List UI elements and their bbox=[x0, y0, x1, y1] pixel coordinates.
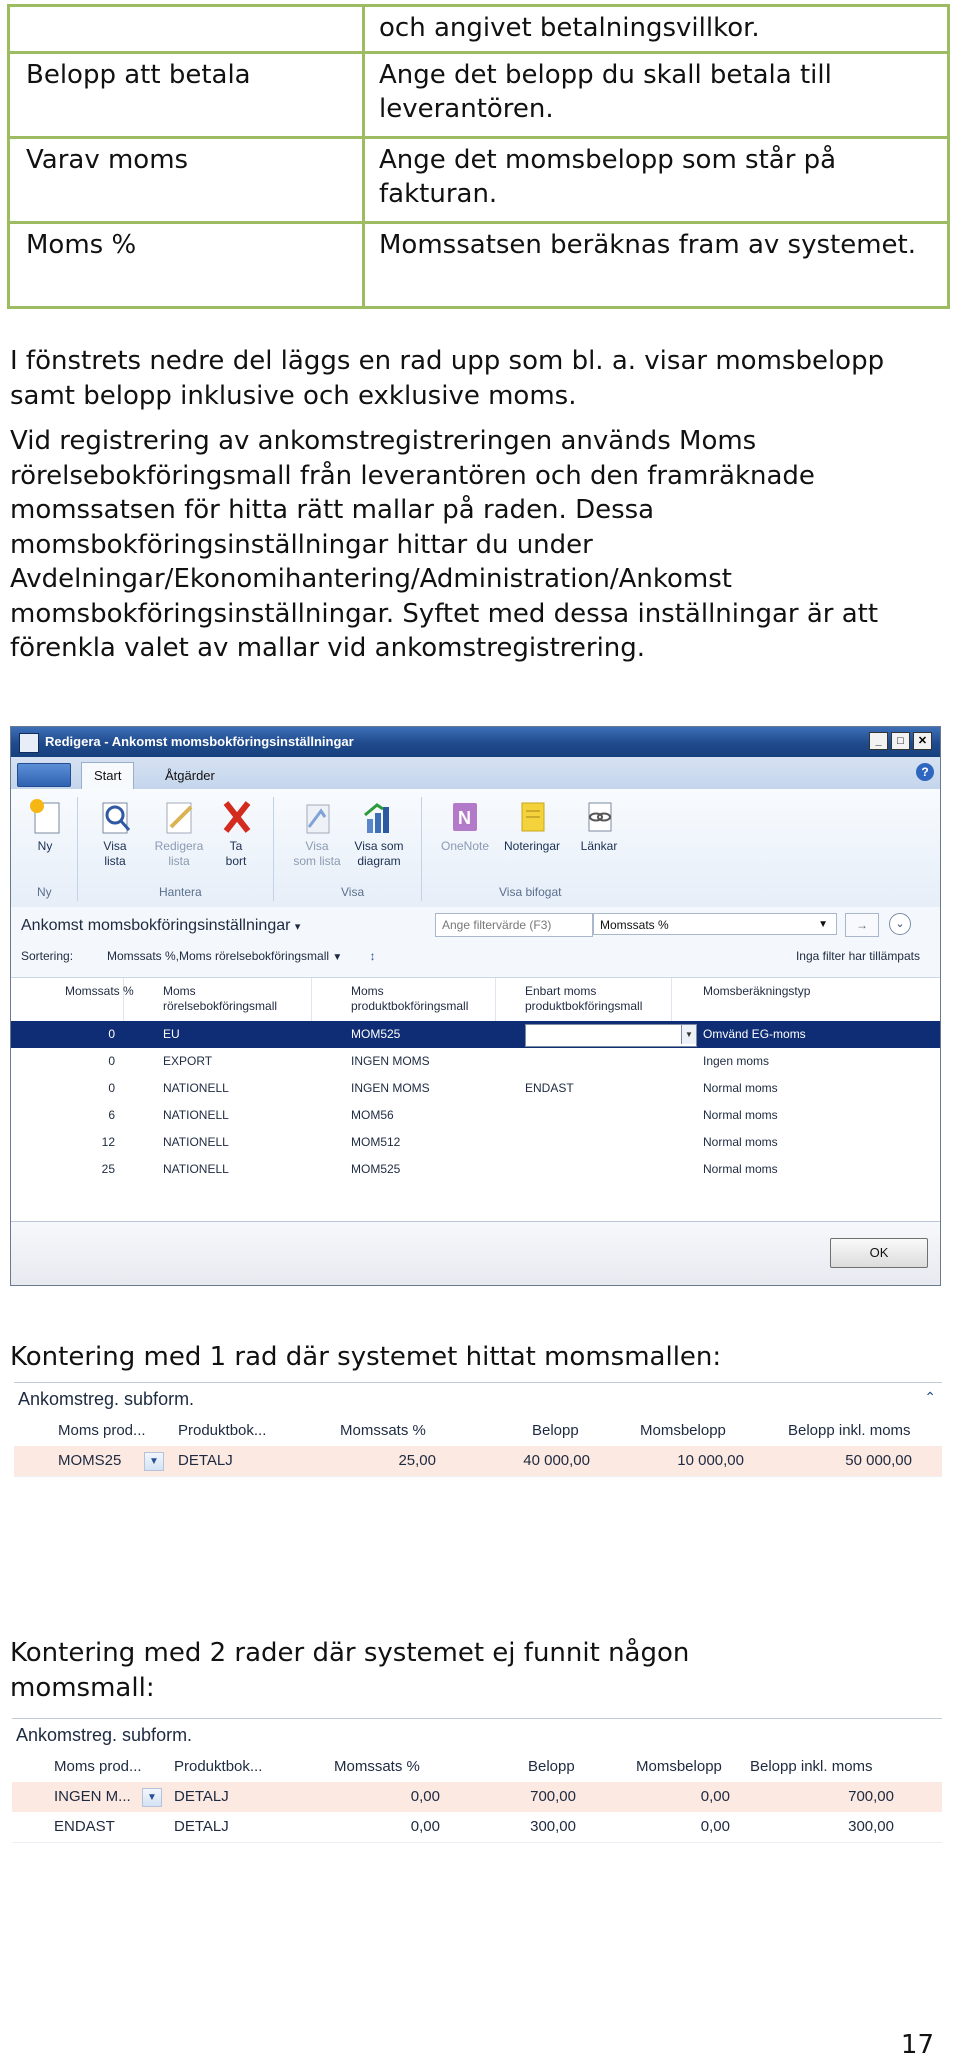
cell-calc-type: Normal moms bbox=[703, 1081, 778, 1095]
app-menu-button[interactable] bbox=[17, 763, 71, 787]
svg-text:N: N bbox=[458, 808, 471, 828]
list-title[interactable] bbox=[21, 917, 300, 935]
column-header-momssats[interactable]: Momssats % bbox=[340, 1422, 426, 1439]
table-row[interactable] bbox=[11, 1075, 940, 1102]
edit-list-label: Redigera lista bbox=[154, 839, 204, 868]
column-header-produktbok[interactable]: Produktbok... bbox=[178, 1422, 267, 1439]
ok-button[interactable]: OK bbox=[830, 1238, 928, 1268]
filter-bar bbox=[11, 907, 940, 977]
links-button[interactable] bbox=[569, 797, 629, 854]
cell-business: EU bbox=[163, 1027, 180, 1041]
subform-two-rows bbox=[12, 1718, 942, 1892]
dropdown-icon[interactable]: ▼ bbox=[681, 1025, 696, 1044]
table-row[interactable] bbox=[12, 1812, 942, 1842]
column-header-momssats[interactable]: Momssats % bbox=[334, 1758, 420, 1775]
definition-description: Ange det belopp du skall betala till leverantören. bbox=[364, 53, 949, 138]
cell-product: INGEN MOMS bbox=[351, 1081, 430, 1095]
filter-value-input[interactable]: Ange filtervärde (F3) bbox=[435, 913, 593, 937]
cell-momsbelopp[interactable]: 0,00 bbox=[700, 1818, 730, 1835]
view-as-list-label: Visa som lista bbox=[293, 839, 341, 868]
view-as-list-button[interactable] bbox=[287, 797, 347, 869]
subform-one-row bbox=[14, 1382, 942, 1588]
definition-row bbox=[9, 53, 949, 138]
column-divider bbox=[671, 978, 672, 1022]
dropdown-icon: ▼ bbox=[332, 952, 343, 963]
maximize-icon[interactable]: □ bbox=[891, 732, 910, 750]
group-separator bbox=[273, 797, 274, 901]
close-icon[interactable]: ✕ bbox=[913, 732, 932, 750]
column-header-rate[interactable]: Momssats % bbox=[65, 984, 134, 998]
column-header-produktbok[interactable]: Produktbok... bbox=[174, 1758, 263, 1775]
table-row[interactable] bbox=[11, 1021, 940, 1048]
column-header-moms-prod[interactable]: Moms prod... bbox=[58, 1422, 146, 1439]
cell-calc-type: Ingen moms bbox=[703, 1054, 770, 1068]
definition-row bbox=[9, 6, 949, 53]
table-row[interactable] bbox=[11, 1102, 940, 1129]
cell-belopp[interactable]: 700,00 bbox=[530, 1788, 576, 1805]
cell-moms-prod[interactable]: ENDAST bbox=[54, 1818, 115, 1835]
window-title: Redigera - Ankomst momsbokföringsinställningar bbox=[45, 734, 354, 749]
list-title-text: Ankomst momsbokföringsinställningar bbox=[21, 917, 291, 934]
paragraph-registration: Vid registrering av ankomstregistreringen används Moms rörelsebokföringsmall från leverantören och den framräknade momssatsen för hitta rätt mallar på raden. Dessa momsbokföringsinställningar hittar du under Avdelningar/Ekonomihantering/Administration/Ankomst momsbokföringsinställningar. Syftet med dessa inställningar är att förenkla valet av mallar vid ankomstregistrering. bbox=[10, 426, 879, 663]
window-footer bbox=[11, 1221, 940, 1286]
filter-field-value: Momssats % bbox=[600, 918, 669, 932]
edit-list-button[interactable] bbox=[149, 797, 209, 869]
section2-heading: Kontering med 2 rader där systemet ej funnit någon momsmall: bbox=[10, 1638, 690, 1703]
cell-momsbelopp[interactable]: 0,00 bbox=[700, 1788, 730, 1805]
group-label-visa: Visa bbox=[341, 885, 365, 899]
minimize-icon[interactable]: _ bbox=[869, 732, 888, 750]
cell-rate: 0 bbox=[108, 1054, 115, 1068]
expand-filter-icon[interactable]: ⌄ bbox=[889, 913, 911, 935]
tab-start[interactable]: Start bbox=[81, 762, 134, 789]
cell-business: NATIONELL bbox=[163, 1108, 229, 1122]
cell-produktbok[interactable]: DETALJ bbox=[178, 1452, 233, 1469]
group-separator bbox=[77, 797, 78, 901]
column-header-momsbelopp[interactable]: Momsbelopp bbox=[636, 1758, 722, 1775]
cell-rate: 12 bbox=[101, 1135, 115, 1149]
cell-business: NATIONELL bbox=[163, 1135, 229, 1149]
column-header-belopp-inkl[interactable]: Belopp inkl. moms bbox=[750, 1758, 873, 1775]
cell-product: MOM512 bbox=[351, 1135, 401, 1149]
cell-calc-type: Normal moms bbox=[703, 1108, 778, 1122]
delete-button[interactable] bbox=[211, 797, 261, 869]
cell-rate: 6 bbox=[108, 1108, 115, 1122]
cell-moms-prod[interactable]: INGEN M... bbox=[54, 1788, 131, 1805]
cell-momssats[interactable]: 25,00 bbox=[398, 1452, 436, 1469]
sort-direction-icon[interactable]: ↕ bbox=[369, 949, 376, 963]
links-icon bbox=[581, 797, 617, 835]
group-label-visa-bifogat: Visa bifogat bbox=[499, 885, 562, 899]
view-as-chart-label: Visa som diagram bbox=[354, 839, 404, 868]
grid-body bbox=[11, 1021, 940, 1221]
filter-status: Inga filter har tillämpats bbox=[795, 949, 920, 963]
view-as-chart-button[interactable] bbox=[349, 797, 409, 869]
column-header-belopp-inkl[interactable]: Belopp inkl. moms bbox=[788, 1422, 911, 1439]
definition-description: Momssatsen beräknas fram av systemet. bbox=[364, 223, 949, 308]
cell-belopp-inkl[interactable]: 50 000,00 bbox=[845, 1452, 912, 1469]
settings-window bbox=[10, 726, 941, 1286]
table-row[interactable] bbox=[11, 1156, 940, 1183]
subform-header bbox=[14, 1382, 942, 1418]
cell-moms-prod[interactable]: MOMS25 bbox=[58, 1452, 122, 1469]
subform-column-headers bbox=[12, 1752, 942, 1782]
cell-product: MOM56 bbox=[351, 1108, 394, 1122]
view-as-chart-icon bbox=[361, 797, 397, 835]
definition-term: Belopp att betala bbox=[9, 53, 364, 138]
ribbon-tabs bbox=[11, 757, 940, 789]
column-header-momsbelopp[interactable]: Momsbelopp bbox=[640, 1422, 726, 1439]
chevron-down-icon: ▾ bbox=[294, 921, 301, 933]
notes-icon bbox=[514, 797, 550, 835]
cell-business: EXPORT bbox=[163, 1054, 213, 1068]
page-number: 17 bbox=[900, 2030, 934, 2060]
links-label: Länkar bbox=[580, 839, 618, 853]
cell-produktbok[interactable]: DETALJ bbox=[174, 1818, 229, 1835]
new-button[interactable] bbox=[23, 797, 67, 854]
cell-rate: 0 bbox=[108, 1081, 115, 1095]
definition-row bbox=[9, 223, 949, 308]
cell-belopp[interactable]: 300,00 bbox=[530, 1818, 576, 1835]
table-row[interactable] bbox=[14, 1446, 942, 1476]
paragraph-lower-window: I fönstrets nedre del läggs en rad upp som bl. a. visar momsbelopp samt belopp inklusive och exklusive moms. bbox=[10, 346, 885, 411]
onenote-label: OneNote bbox=[440, 839, 490, 853]
definition-table bbox=[7, 4, 950, 309]
table-row[interactable] bbox=[11, 1129, 940, 1156]
only-vat-select[interactable] bbox=[525, 1024, 697, 1047]
view-as-list-icon bbox=[299, 797, 335, 835]
definition-description: och angivet betalningsvillkor. bbox=[364, 6, 949, 53]
apply-filter-button[interactable]: → bbox=[845, 913, 879, 937]
cell-rate: 0 bbox=[108, 1027, 115, 1041]
row-divider bbox=[14, 1476, 942, 1477]
cell-product: MOM525 bbox=[351, 1162, 401, 1176]
sort-label: Sortering: bbox=[21, 949, 74, 963]
column-header-moms-prod[interactable]: Moms prod... bbox=[54, 1758, 142, 1775]
new-icon bbox=[27, 797, 63, 835]
table-row[interactable] bbox=[11, 1048, 940, 1075]
cell-belopp-inkl[interactable]: 300,00 bbox=[848, 1818, 894, 1835]
cell-belopp[interactable]: 40 000,00 bbox=[523, 1452, 590, 1469]
tab-actions[interactable]: Åtgärder bbox=[165, 768, 215, 783]
subform-column-headers bbox=[14, 1416, 942, 1446]
cell-produktbok[interactable]: DETALJ bbox=[174, 1788, 229, 1805]
cell-calc-type: Normal moms bbox=[703, 1162, 778, 1176]
cell-business: NATIONELL bbox=[163, 1162, 229, 1176]
column-header-business[interactable]: Moms rörelsebokföringsmall bbox=[163, 984, 278, 1013]
delete-icon bbox=[218, 797, 254, 835]
onenote-button[interactable] bbox=[435, 797, 495, 854]
definition-term: Moms % bbox=[9, 223, 364, 308]
column-header-calc-type[interactable]: Momsberäkningstyp bbox=[703, 984, 811, 998]
view-list-label: Visa lista bbox=[103, 839, 127, 868]
filter-field-select[interactable] bbox=[593, 913, 837, 935]
edit-list-icon bbox=[161, 797, 197, 835]
cell-calc-type: Omvänd EG-moms bbox=[703, 1027, 806, 1041]
group-label-ny: Ny bbox=[37, 885, 52, 899]
delete-label: Ta bort bbox=[225, 839, 247, 868]
new-label: Ny bbox=[37, 839, 53, 853]
cell-belopp-inkl[interactable]: 700,00 bbox=[848, 1788, 894, 1805]
collapse-chevron-icon[interactable]: ⌃ bbox=[924, 1389, 936, 1405]
cell-momsbelopp[interactable]: 10 000,00 bbox=[677, 1452, 744, 1469]
subform-header bbox=[12, 1718, 942, 1754]
help-icon[interactable]: ? bbox=[916, 763, 934, 781]
cell-momssats[interactable]: 0,00 bbox=[410, 1818, 440, 1835]
view-list-button[interactable] bbox=[85, 797, 145, 869]
definition-term bbox=[9, 6, 364, 53]
ribbon bbox=[11, 789, 940, 908]
definition-row bbox=[9, 138, 949, 223]
grid-header bbox=[11, 977, 940, 1023]
group-label-hantera: Hantera bbox=[159, 885, 202, 899]
onenote-icon bbox=[447, 797, 483, 835]
notes-button[interactable] bbox=[499, 797, 565, 854]
subform-title: Ankomstreg. subform. bbox=[16, 1725, 193, 1745]
cell-product: MOM525 bbox=[351, 1027, 401, 1041]
cell-calc-type: Normal moms bbox=[703, 1135, 778, 1149]
cell-business: NATIONELL bbox=[163, 1081, 229, 1095]
sort-select[interactable] bbox=[107, 949, 376, 963]
column-header-product[interactable]: Moms produktbokföringsmall bbox=[351, 984, 469, 1013]
notes-label: Noteringar bbox=[503, 839, 561, 853]
group-separator bbox=[421, 797, 422, 901]
table-row[interactable] bbox=[12, 1782, 942, 1812]
definition-description: Ange det momsbelopp som står på fakturan. bbox=[364, 138, 949, 223]
column-divider bbox=[495, 978, 496, 1022]
row-divider bbox=[12, 1842, 942, 1843]
view-list-icon bbox=[97, 797, 133, 835]
dropdown-icon[interactable]: ▼ bbox=[144, 1452, 164, 1471]
column-header-only-vat[interactable]: Enbart moms produktbokföringsmall bbox=[525, 984, 643, 1013]
title-bar bbox=[11, 727, 940, 757]
cell-only-vat: ENDAST bbox=[525, 1081, 574, 1095]
cell-product: INGEN MOMS bbox=[351, 1054, 430, 1068]
sort-value: Momssats %,Moms rörelsebokföringsmall bbox=[107, 949, 330, 963]
column-header-belopp[interactable]: Belopp bbox=[528, 1758, 575, 1775]
dropdown-icon: ▼ bbox=[818, 919, 828, 930]
definition-term: Varav moms bbox=[9, 138, 364, 223]
column-divider bbox=[311, 978, 312, 1022]
column-header-belopp[interactable]: Belopp bbox=[532, 1422, 579, 1439]
subform-title: Ankomstreg. subform. bbox=[18, 1389, 195, 1409]
section1-heading: Kontering med 1 rad där systemet hittat momsmallen: bbox=[10, 1342, 722, 1372]
dropdown-icon[interactable]: ▼ bbox=[142, 1788, 162, 1807]
cell-rate: 25 bbox=[101, 1162, 115, 1176]
app-icon bbox=[19, 733, 39, 753]
cell-momssats[interactable]: 0,00 bbox=[410, 1788, 440, 1805]
